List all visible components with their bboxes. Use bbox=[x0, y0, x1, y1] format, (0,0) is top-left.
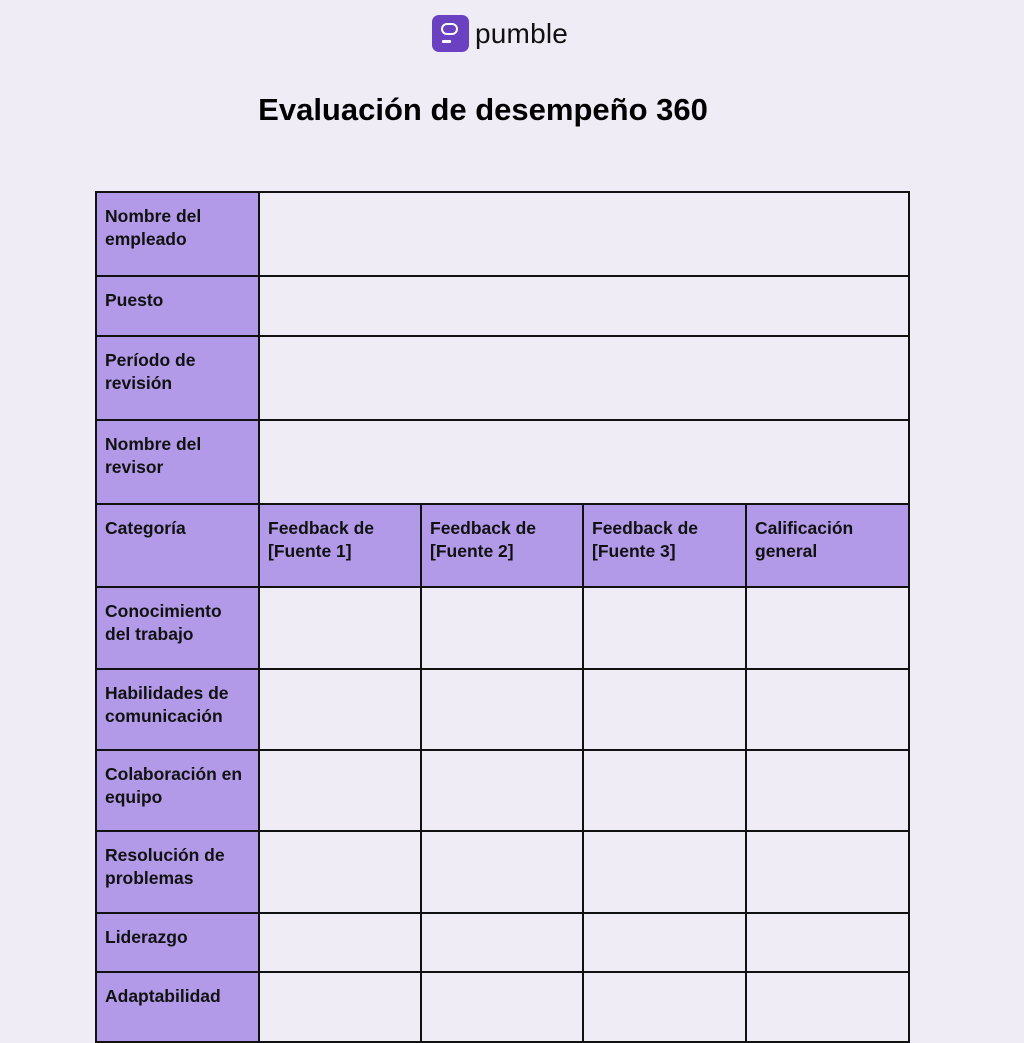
feedback-cell[interactable] bbox=[421, 750, 583, 831]
column-header: Categoría bbox=[96, 504, 259, 587]
info-row bbox=[96, 192, 909, 276]
feedback-cell[interactable] bbox=[259, 831, 421, 913]
feedback-cell[interactable] bbox=[746, 669, 909, 750]
info-value-field[interactable] bbox=[259, 336, 909, 420]
pumble-logo bbox=[432, 15, 568, 52]
info-row bbox=[96, 276, 909, 336]
feedback-cell[interactable] bbox=[421, 972, 583, 1042]
category-label: Colaboración en equipo bbox=[96, 750, 259, 831]
column-header: Calificación general bbox=[746, 504, 909, 587]
feedback-cell[interactable] bbox=[746, 750, 909, 831]
info-value-field[interactable] bbox=[259, 192, 909, 276]
category-label: Resolución de problemas bbox=[96, 831, 259, 913]
feedback-cell[interactable] bbox=[583, 913, 746, 972]
column-header: Feedback de [Fuente 2] bbox=[421, 504, 583, 587]
info-row bbox=[96, 336, 909, 420]
feedback-cell[interactable] bbox=[583, 750, 746, 831]
table-row bbox=[96, 750, 909, 831]
info-label: Nombre del empleado bbox=[96, 192, 259, 276]
table-row bbox=[96, 831, 909, 913]
feedback-cell[interactable] bbox=[746, 587, 909, 669]
feedback-cell[interactable] bbox=[583, 587, 746, 669]
table-header-row bbox=[96, 504, 909, 587]
feedback-cell[interactable] bbox=[259, 972, 421, 1042]
category-label: Conocimiento del trabajo bbox=[96, 587, 259, 669]
page-title: Evaluación de desempeño 360 bbox=[258, 92, 708, 127]
category-label: Liderazgo bbox=[96, 913, 259, 972]
info-value-field[interactable] bbox=[259, 276, 909, 336]
feedback-cell[interactable] bbox=[746, 831, 909, 913]
feedback-cell[interactable] bbox=[421, 669, 583, 750]
table-row bbox=[96, 587, 909, 669]
table-row bbox=[96, 913, 909, 972]
info-label: Nombre del revisor bbox=[96, 420, 259, 504]
info-value-field[interactable] bbox=[259, 420, 909, 504]
feedback-cell[interactable] bbox=[421, 587, 583, 669]
table-row bbox=[96, 669, 909, 750]
evaluation-table bbox=[95, 191, 910, 1043]
feedback-cell[interactable] bbox=[583, 669, 746, 750]
feedback-cell[interactable] bbox=[259, 587, 421, 669]
column-header: Feedback de [Fuente 1] bbox=[259, 504, 421, 587]
feedback-cell[interactable] bbox=[259, 750, 421, 831]
feedback-cell[interactable] bbox=[421, 913, 583, 972]
column-header: Feedback de [Fuente 3] bbox=[583, 504, 746, 587]
info-row bbox=[96, 420, 909, 504]
info-label: Puesto bbox=[96, 276, 259, 336]
feedback-cell[interactable] bbox=[583, 831, 746, 913]
table-row bbox=[96, 972, 909, 1042]
feedback-cell[interactable] bbox=[259, 913, 421, 972]
category-label: Habilidades de comunicación bbox=[96, 669, 259, 750]
feedback-cell[interactable] bbox=[259, 669, 421, 750]
brand-name: pumble bbox=[475, 17, 569, 49]
feedback-cell[interactable] bbox=[746, 972, 909, 1042]
category-label: Adaptabilidad bbox=[96, 972, 259, 1042]
feedback-cell[interactable] bbox=[746, 913, 909, 972]
feedback-cell[interactable] bbox=[421, 831, 583, 913]
feedback-cell[interactable] bbox=[583, 972, 746, 1042]
pumble-logo-icon bbox=[432, 15, 469, 52]
info-label: Período de revisión bbox=[96, 336, 259, 420]
